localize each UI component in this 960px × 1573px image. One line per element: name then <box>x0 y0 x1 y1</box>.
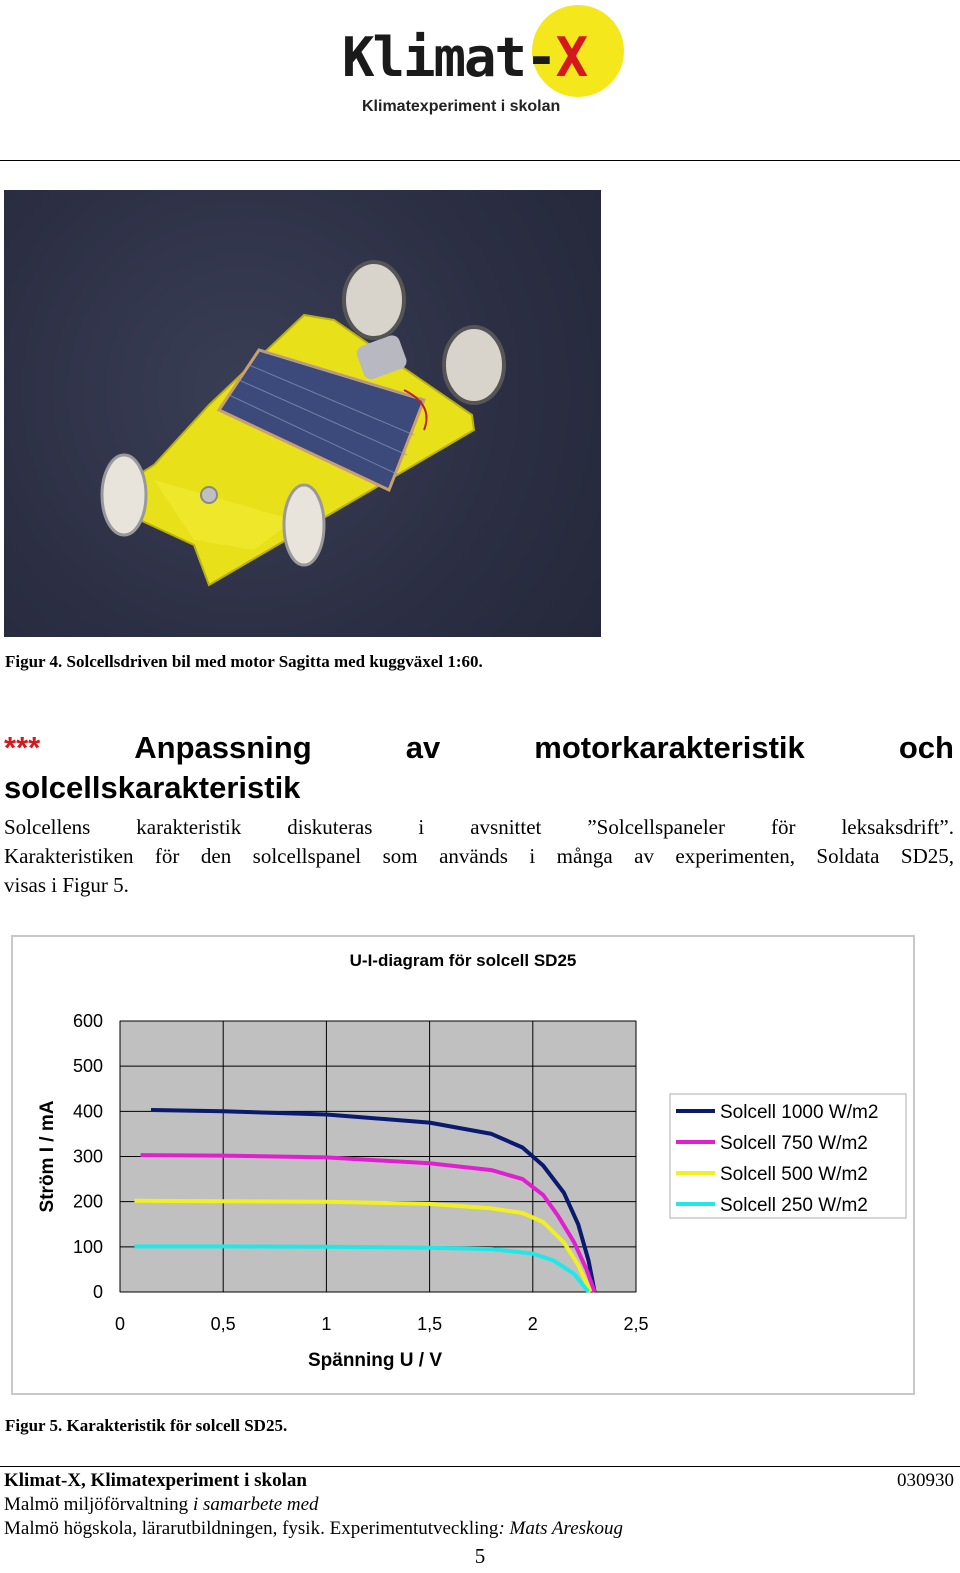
solar-car-photo <box>4 190 601 637</box>
heading-stars: *** <box>4 730 41 765</box>
footer-org: Klimat-X, Klimatexperiment i skolan <box>4 1470 307 1491</box>
footer-date: 030930 <box>897 1470 954 1491</box>
section-heading <box>4 728 954 808</box>
header-divider <box>0 160 960 161</box>
page-number: 5 <box>474 1544 486 1568</box>
footer-divider <box>0 1466 960 1467</box>
legend-label: Solcell 250 W/m2 <box>720 1195 868 1216</box>
logo-tagline: Klimatexperiment i skolan <box>362 98 561 115</box>
figure-4-caption: Figur 4. Solcellsdriven bil med motor Sagitta med kuggväxel 1:60. <box>5 652 483 671</box>
x-tick-label: 0 <box>114 1314 126 1334</box>
legend-label: Solcell 750 W/m2 <box>720 1133 868 1154</box>
footer-line-2: Malmö miljöförvaltning i samarbete med <box>4 1494 319 1515</box>
x-tick-label: 2,5 <box>623 1314 649 1334</box>
y-tick-label: 100 <box>72 1236 103 1257</box>
y-tick-label: 300 <box>72 1146 103 1167</box>
chart-title: U-I-diagram för solcell SD25 <box>349 951 577 970</box>
footer-line-3: Malmö högskola, lärarutbildningen, fysik. Experimentutveckling: Mats Areskoug <box>4 1518 623 1539</box>
y-tick-label: 600 <box>72 1011 103 1031</box>
x-tick-label: 1,5 <box>417 1314 443 1334</box>
heading-line-1: *** Anpassning av motorkarakteristik och <box>4 728 954 768</box>
x-axis-label: Spänning U / V <box>307 1350 443 1371</box>
heading-line-2: solcellskarakteristik <box>4 770 301 805</box>
figure-5-caption: Figur 5. Karakteristik för solcell SD25. <box>5 1416 288 1435</box>
logo-wordmark: Klimat-X <box>342 26 587 89</box>
x-tick-label: 2 <box>527 1314 538 1334</box>
section-paragraph: Solcellens karakteristik diskuteras i avsnittet ”Solcellspaneler för leksaksdrift”. Karakteristiken för den solcellspanel som används i många av experimenten, Soldata SD25, visas i Figur 5. <box>4 815 954 897</box>
legend-label: Solcell 500 W/m2 <box>720 1164 868 1185</box>
chart-canvas <box>13 937 913 1393</box>
y-tick-label: 400 <box>72 1101 103 1122</box>
x-tick-label: 0,5 <box>210 1314 236 1334</box>
x-tick-label: 1 <box>321 1314 332 1334</box>
y-tick-label: 500 <box>72 1056 103 1077</box>
ui-diagram-chart <box>11 935 915 1395</box>
y-axis-label: Ström I / mA <box>37 1100 58 1213</box>
y-tick-label: 200 <box>72 1191 103 1212</box>
legend-label: Solcell 1000 W/m2 <box>720 1102 879 1123</box>
klimat-x-logo <box>330 0 640 130</box>
y-tick-label: 0 <box>92 1282 103 1302</box>
